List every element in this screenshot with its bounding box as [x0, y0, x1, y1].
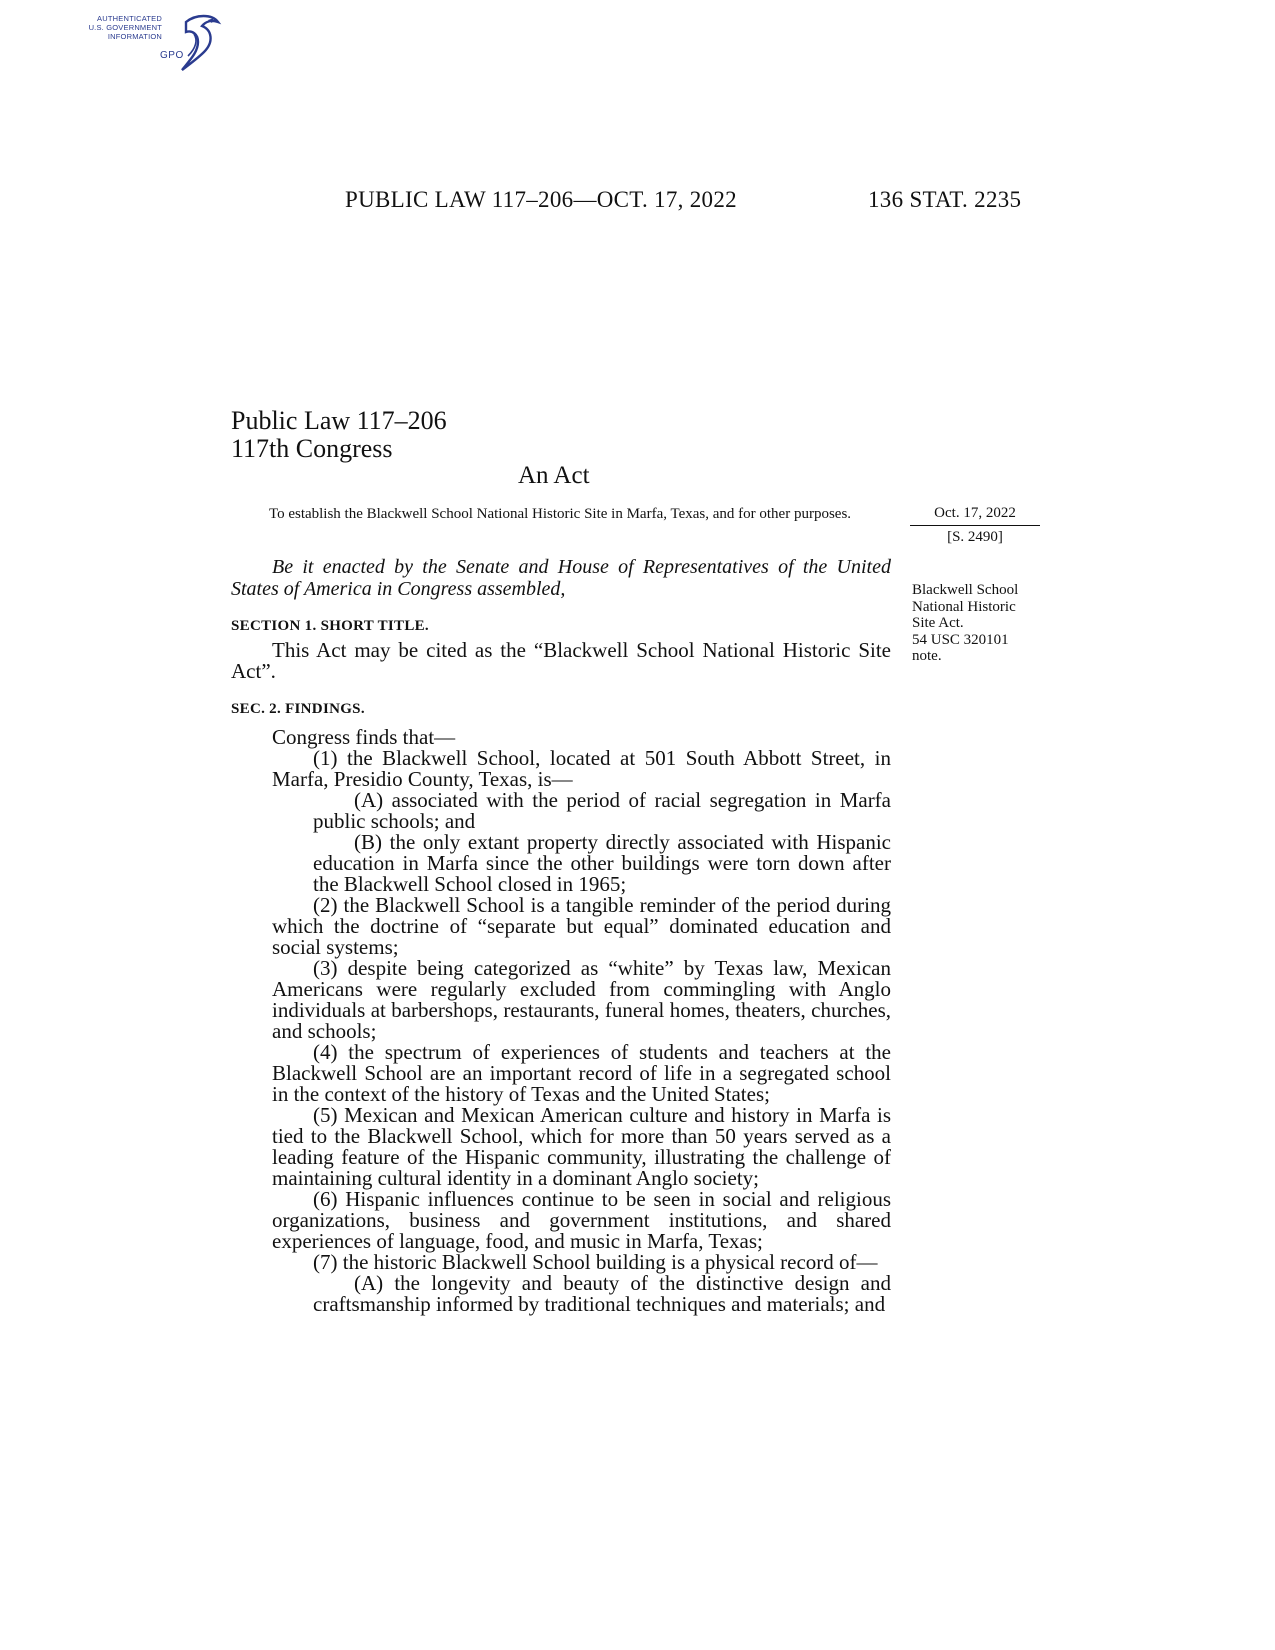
finding-paragraph: (4) the spectrum of experiences of students and teachers at the Blackwell School are an important record of life in a segregated school in the context of the history of Texas and the United States; [272, 1040, 891, 1106]
margin-note-line: Site Act. [912, 615, 964, 631]
enactment-date-note [910, 505, 1040, 546]
logo-line-information: INFORMATION [107, 32, 162, 41]
finding-subparagraph: (A) associated with the period of racial segregation in Marfa public schools; and [313, 788, 891, 833]
margin-note [912, 582, 1052, 665]
section-1-heading: SECTION 1. SHORT TITLE. [231, 618, 429, 634]
finding-paragraph: (3) despite being categorized as “white” by Texas law, Mexican Americans were regularly excluded from commingling with Anglo individuals at barbershops, restaurants, funeral homes, theaters, churches, and schools; [272, 956, 891, 1043]
finding-subparagraph: (A) the longevity and beauty of the distinctive design and craftsmanship informed by traditional techniques and materials; and [313, 1271, 891, 1316]
act-heading: An Act [518, 462, 590, 489]
margin-note-line: Blackwell School [912, 582, 1019, 598]
margin-note-line: note. [912, 648, 942, 664]
margin-note-line: National Historic [912, 598, 1016, 615]
finding-subparagraph: (B) the only extant property directly associated with Hispanic education in Marfa since the other buildings were torn down after the Blackwell School closed in 1965; [313, 830, 891, 896]
section-2-heading: SEC. 2. FINDINGS. [231, 701, 365, 717]
enactment-date: Oct. 17, 2022 [910, 505, 1040, 526]
eagle-icon [168, 12, 228, 76]
finding-paragraph: (6) Hispanic influences continue to be seen in social and religious organizations, business and government institutions, and shared experiences of language, food, and music in Marfa, Texas; [272, 1187, 891, 1253]
gpo-authentication-logo [88, 8, 232, 78]
enacting-clause: Be it enacted by the Senate and House of Representatives of the United States of America in Congress assembled, [231, 556, 891, 600]
act-purpose: To establish the Blackwell School National Historic Site in Marfa, Texas, and for other purposes. [268, 506, 852, 522]
finding-paragraph: (1) the Blackwell School, located at 501 South Abbott Street, in Marfa, Presidio County, Texas, is— [272, 746, 891, 791]
public-law-number: Public Law 117–206 [231, 406, 447, 435]
finding-paragraph: (2) the Blackwell School is a tangible reminder of the period during which the doctrine of “separate but equal” dominated education and social systems; [272, 893, 891, 959]
finding-paragraph: (5) Mexican and Mexican American culture and history in Marfa is tied to the Blackwell School, which for more than 50 years served as a leading feature of the Hispanic community, illustrating the challenge of maintaining cultural identity in a dominant Anglo society; [272, 1103, 891, 1190]
margin-note-line: 54 USC 320101 [912, 631, 1009, 648]
logo-line-us-government: U.S. GOVERNMENT [88, 23, 162, 32]
statutes-citation: 136 STAT. 2235 [868, 187, 1022, 212]
section-1-text: This Act may be cited as the “Blackwell School National Historic Site Act”. [231, 638, 891, 683]
congress-number: 117th Congress [231, 434, 393, 463]
bill-number: [S. 2490] [947, 529, 1003, 545]
finding-paragraph: Congress finds that— [272, 725, 456, 749]
logo-line-authenticated: AUTHENTICATED [97, 14, 162, 23]
findings-list [231, 727, 891, 1315]
running-head: PUBLIC LAW 117–206—OCT. 17, 2022 [345, 187, 737, 212]
finding-paragraph: (7) the historic Blackwell School building is a physical record of— [313, 1250, 878, 1274]
logo-gpo-mark: GPO [160, 50, 184, 61]
